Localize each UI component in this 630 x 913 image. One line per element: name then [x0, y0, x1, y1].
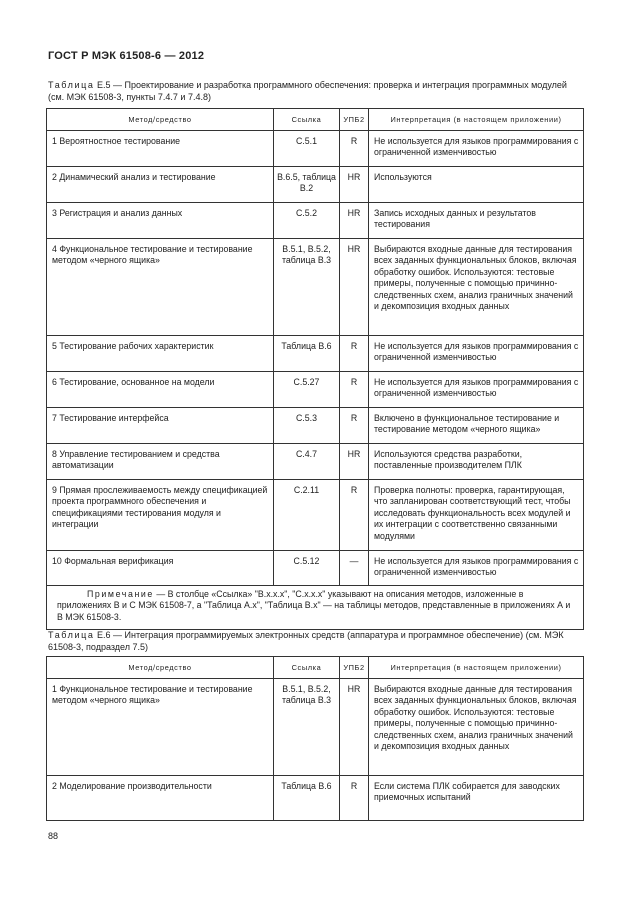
table-e6-caption-label: Таблица: [48, 630, 95, 640]
table-e5: [46, 108, 584, 630]
method-cell: 4 Функциональное тестирование и тестирование методом «черного ящика»: [47, 239, 274, 336]
table-e6: [46, 656, 584, 821]
method-cell: 2 Моделирование производительности: [47, 776, 274, 821]
sil-cell: HR: [340, 203, 369, 239]
sil-cell: R: [340, 480, 369, 551]
column-header-reference: Ссылка: [274, 657, 340, 679]
column-header-interpretation: Интерпретация (в настоящем приложении): [369, 109, 584, 131]
reference-cell: В.5.1, В.5.2, таблица В.3: [274, 679, 340, 776]
table-row: [47, 679, 584, 776]
column-header-method: Метод/средство: [47, 657, 274, 679]
table-row: [47, 203, 584, 239]
interpretation-cell: Если система ПЛК собирается для заводских приемочных испытаний: [369, 776, 584, 821]
reference-cell: С.5.12: [274, 551, 340, 586]
table-row: [47, 551, 584, 586]
method-cell: 2 Динамический анализ и тестирование: [47, 167, 274, 203]
table-row: [47, 480, 584, 551]
reference-cell: С.5.2: [274, 203, 340, 239]
method-cell: 5 Тестирование рабочих характеристик: [47, 336, 274, 372]
reference-cell: Таблица В.6: [274, 336, 340, 372]
page-number: 88: [48, 831, 59, 841]
column-header-reference: Ссылка: [274, 109, 340, 131]
column-header-sil: УПБ2: [340, 109, 369, 131]
table-e5-caption-label: Таблица: [48, 80, 95, 90]
interpretation-cell: Используются средства разработки, поставленные производителем ПЛК: [369, 444, 584, 480]
reference-cell: С.2.11: [274, 480, 340, 551]
method-cell: 3 Регистрация и анализ данных: [47, 203, 274, 239]
table-e5-caption: [48, 79, 583, 103]
table-e5-caption-text: Е.5 — Проектирование и разработка программного обеспечения: проверка и интеграция программных модулей (см. МЭК 61508-3, пункты 7.4.7 и 7.4.8): [48, 80, 567, 102]
column-header-method: Метод/средство: [47, 109, 274, 131]
sil-cell: HR: [340, 444, 369, 480]
reference-cell: С.5.27: [274, 372, 340, 408]
table-row: [47, 336, 584, 372]
interpretation-cell: Используются: [369, 167, 584, 203]
reference-cell: В.5.1, В.5.2, таблица В.3: [274, 239, 340, 336]
table-e6-caption: [48, 629, 583, 653]
reference-cell: С.5.3: [274, 408, 340, 444]
table-header-row: [47, 109, 584, 131]
table-header-row: [47, 657, 584, 679]
table-row: [47, 444, 584, 480]
interpretation-cell: Включено в функциональное тестирование и тестирование методом «черного ящика»: [369, 408, 584, 444]
interpretation-cell: Выбираются входные данные для тестирования всех заданных функциональных блоков, включая обработку ошибок. Используются: тестовые примеры, полученные с помощью причинно-следственных схем, анализ граничных значений и декомпозиция входных данных: [369, 679, 584, 776]
note-label: Примечание: [87, 588, 154, 599]
table-note-row: [47, 585, 584, 630]
method-cell: 9 Прямая прослеживаемость между спецификацией проекта программного обеспечения и спецификациями тестирования модуля и интеграции: [47, 480, 274, 551]
method-cell: 10 Формальная верификация: [47, 551, 274, 586]
document-header: ГОСТ Р МЭК 61508-6 — 2012: [48, 50, 205, 62]
table-row: [47, 131, 584, 167]
interpretation-cell: Не используется для языков программирования с ограниченной изменчивостью: [369, 372, 584, 408]
table-row: [47, 167, 584, 203]
reference-cell: В.6.5, таблица В.2: [274, 167, 340, 203]
note-text: — В столбце «Ссылка» "В.х.х.х", "С.х.х.х" указывают на описания методов, изложенные в приложениях В и С МЭК 61508-7, а "Таблица А.х", "Таблица В.х" — на таблицы методов, представленные в приложениях А и В МЭК 61508-3.: [57, 588, 571, 622]
interpretation-cell: Запись исходных данных и результатов тестирования: [369, 203, 584, 239]
sil-cell: R: [340, 336, 369, 372]
sil-cell: —: [340, 551, 369, 586]
sil-cell: HR: [340, 167, 369, 203]
method-cell: 1 Вероятностное тестирование: [47, 131, 274, 167]
reference-cell: С.4.7: [274, 444, 340, 480]
method-cell: 1 Функциональное тестирование и тестирование методом «черного ящика»: [47, 679, 274, 776]
reference-cell: Таблица В.6: [274, 776, 340, 821]
method-cell: 8 Управление тестированием и средства автоматизации: [47, 444, 274, 480]
sil-cell: R: [340, 408, 369, 444]
sil-cell: HR: [340, 679, 369, 776]
sil-cell: R: [340, 131, 369, 167]
table-row: [47, 408, 584, 444]
column-header-interpretation: Интерпретация (в настоящем приложении): [369, 657, 584, 679]
table-note: [47, 585, 584, 630]
table-row: [47, 776, 584, 821]
method-cell: 7 Тестирование интерфейса: [47, 408, 274, 444]
method-cell: 6 Тестирование, основанное на модели: [47, 372, 274, 408]
table-e6-caption-text: Е.6 — Интеграция программируемых электронных средств (аппаратура и программное обеспечение) (см. МЭК 61508-3, подраздел 7.5): [48, 630, 564, 652]
interpretation-cell: Не используется для языков программирования с ограниченной изменчивостью: [369, 131, 584, 167]
sil-cell: HR: [340, 239, 369, 336]
sil-cell: R: [340, 776, 369, 821]
interpretation-cell: Не используется для языков программирования с ограниченной изменчивостью: [369, 551, 584, 586]
interpretation-cell: Выбираются входные данные для тестирования всех заданных функциональных блоков, включая обработку ошибок. Используются: тестовые примеры, полученные с помощью причинно-следственных схем, анализ граничных значений и декомпозиция входных данных: [369, 239, 584, 336]
table-row: [47, 239, 584, 336]
reference-cell: С.5.1: [274, 131, 340, 167]
sil-cell: R: [340, 372, 369, 408]
interpretation-cell: Проверка полноты: проверка, гарантирующая, что запланирован соответствующий тест, чтобы исследовать функциональность всех модулей и их интеграции с соответственно связанными модулями: [369, 480, 584, 551]
interpretation-cell: Не используется для языков программирования с ограниченной изменчивостью: [369, 336, 584, 372]
table-row: [47, 372, 584, 408]
column-header-sil: УПБ2: [340, 657, 369, 679]
